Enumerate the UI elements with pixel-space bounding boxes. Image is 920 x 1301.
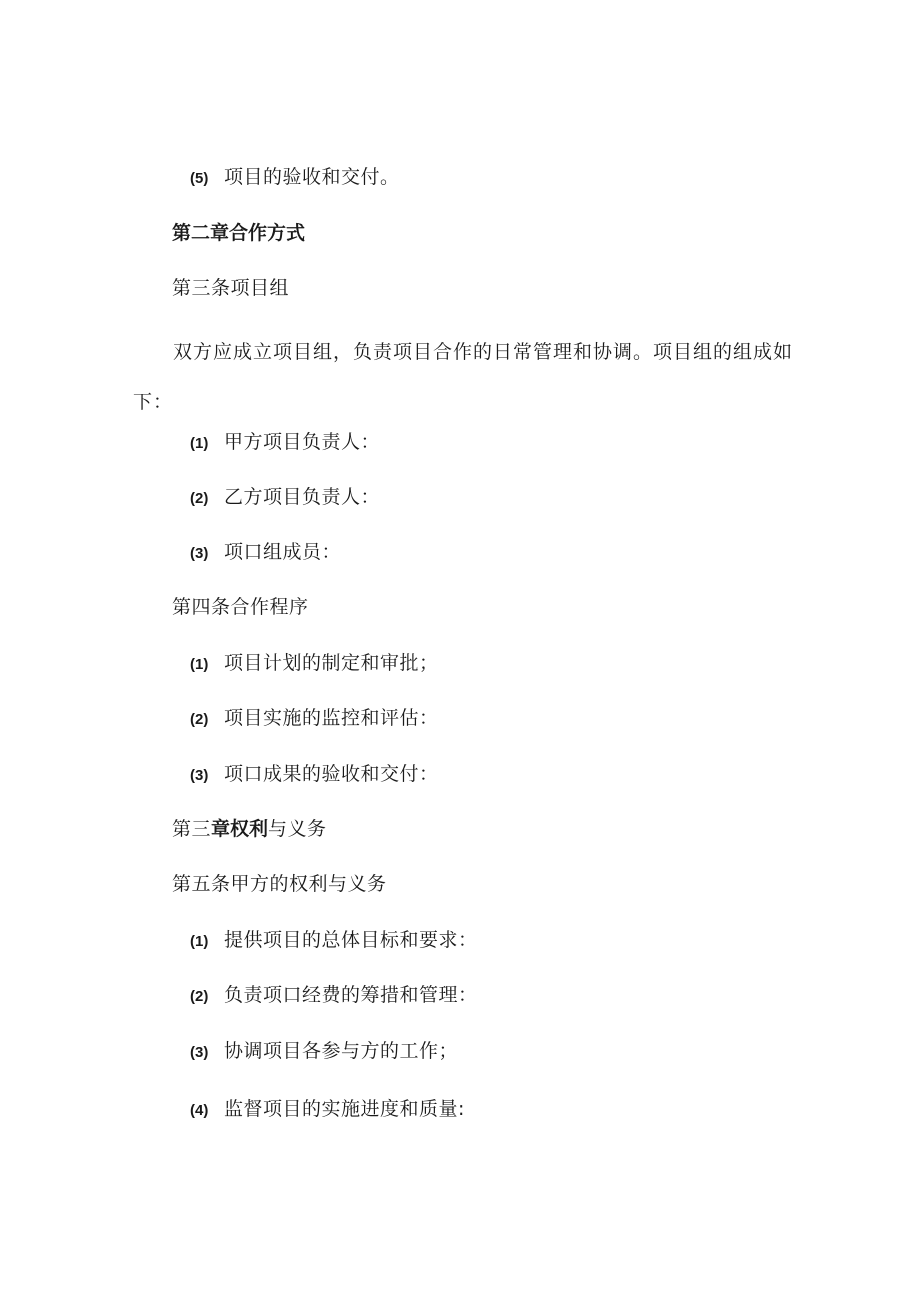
list-item-text: 项目的验收和交付。 bbox=[224, 166, 400, 188]
chapter-2-title: 第二章合作方式 bbox=[172, 222, 306, 244]
list-item bbox=[190, 759, 439, 791]
list-item-text: 项目计划的制定和审批； bbox=[224, 652, 439, 674]
chapter-3-title bbox=[172, 814, 327, 844]
list-item-number: (3) bbox=[190, 767, 209, 784]
list-item-number: (1) bbox=[190, 933, 209, 950]
list-item-text: 提供项目的总体目标和要求： bbox=[224, 929, 478, 951]
list-item bbox=[190, 537, 341, 569]
chapter-3-title-part: 第三 bbox=[172, 818, 212, 840]
list-item bbox=[190, 1036, 458, 1068]
list-item-text: 乙方项目负责人： bbox=[224, 486, 381, 508]
list-item-number: (1) bbox=[190, 435, 209, 452]
chapter-3-title-part: 与义务 bbox=[268, 818, 327, 840]
list-item-number: (2) bbox=[190, 988, 209, 1005]
article-4-title: 第四条合作程序 bbox=[172, 596, 309, 618]
list-item bbox=[190, 482, 380, 514]
list-item-text: 项目实施的监控和评估： bbox=[224, 707, 439, 729]
list-item bbox=[190, 1094, 465, 1126]
list-item-number: (5) bbox=[190, 170, 209, 187]
list-item bbox=[190, 925, 478, 957]
list-item-text: 甲方项目负责人： bbox=[224, 431, 381, 453]
list-item-text: 项口成果的验收和交付： bbox=[224, 763, 439, 785]
article-3-paragraph: 双方应成立项目组，负责项目合作的日常管理和协调。项目组的组成如下： bbox=[133, 341, 794, 413]
list-item-number: (3) bbox=[190, 1044, 209, 1061]
list-item bbox=[190, 648, 439, 680]
list-item-text: 协调项目各参与方的工作； bbox=[224, 1040, 459, 1062]
list-item bbox=[190, 162, 400, 194]
chapter-3-title-part: 章权利 bbox=[211, 818, 269, 840]
list-item bbox=[190, 980, 478, 1012]
list-item-text: 负责项口经费的筹措和管理： bbox=[224, 984, 478, 1006]
list-item-text: 项口组成员： bbox=[224, 541, 342, 563]
list-item bbox=[190, 703, 439, 735]
list-item-number: (2) bbox=[190, 711, 209, 728]
list-item-number: (3) bbox=[190, 545, 209, 562]
list-item-number: (2) bbox=[190, 490, 209, 507]
list-item-number: (4) bbox=[190, 1102, 209, 1119]
list-item bbox=[190, 427, 380, 459]
article-3-title: 第三条项目组 bbox=[172, 277, 290, 299]
article-5-title: 第五条甲方的权利与义务 bbox=[172, 873, 387, 895]
list-item-number: (1) bbox=[190, 656, 209, 673]
list-item-text: 监督项目的实施进度和质量: bbox=[224, 1098, 465, 1120]
